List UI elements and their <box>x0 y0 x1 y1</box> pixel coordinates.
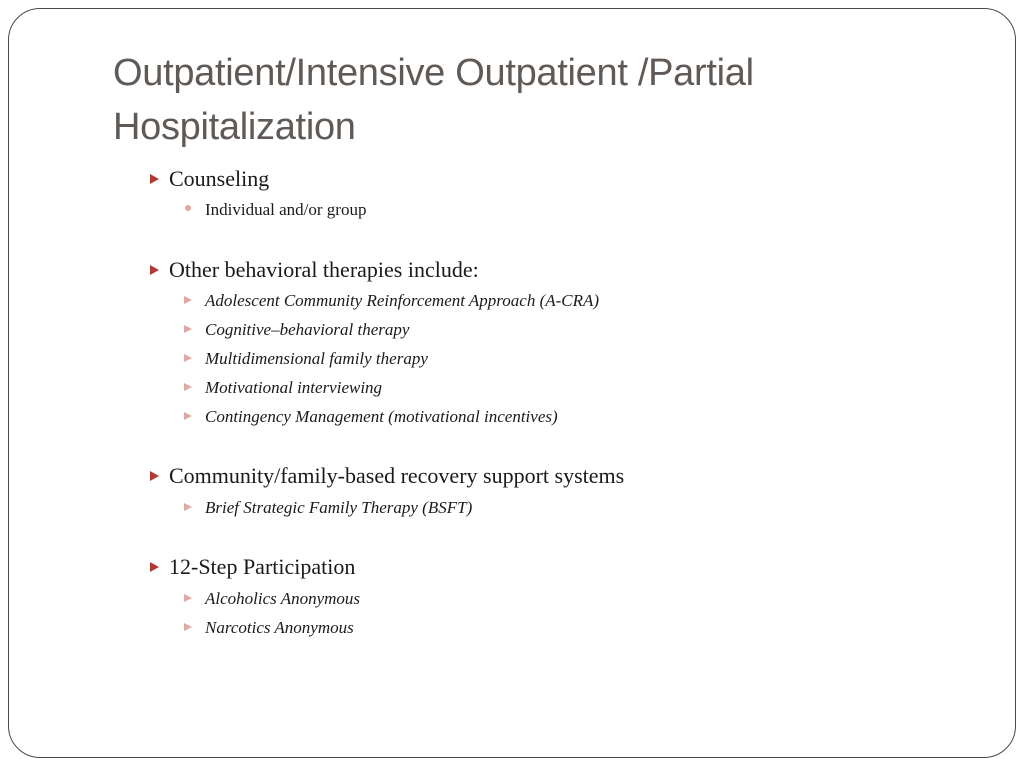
sub-bullet-acra <box>184 290 599 312</box>
arrow-bullet-icon <box>184 354 192 362</box>
sub-bullet-text: Cognitive–behavioral therapy <box>205 320 410 339</box>
arrow-bullet-icon <box>184 503 192 511</box>
sub-bullet-narcotics-anonymous <box>184 617 354 639</box>
bullet-text: 12-Step Participation <box>169 554 356 579</box>
arrow-bullet-icon <box>184 623 192 631</box>
sub-bullet-motivational-interviewing <box>184 377 382 399</box>
slide-title: Outpatient/Intensive Outpatient /Partial Hospitalization <box>113 52 754 148</box>
bullet-text: Other behavioral therapies include: <box>169 257 479 282</box>
sub-bullet-text: Brief Strategic Family Therapy (BSFT) <box>205 498 473 517</box>
sub-bullet-text: Multidimensional family therapy <box>205 349 428 368</box>
sub-bullet-cbt <box>184 319 409 341</box>
sub-bullet-multidimensional <box>184 348 428 370</box>
arrow-bullet-icon <box>184 594 192 602</box>
arrow-bullet-icon <box>184 412 192 420</box>
arrow-bullet-icon <box>184 325 192 333</box>
bullet-counseling <box>150 166 269 192</box>
bullet-text: Counseling <box>169 166 270 191</box>
sub-bullet-text: Motivational interviewing <box>205 378 383 397</box>
arrow-bullet-icon <box>150 471 159 481</box>
sub-bullet-alcoholics-anonymous <box>184 588 360 610</box>
sub-bullet-text: Individual and/or group <box>205 200 367 219</box>
sub-bullet-contingency <box>184 406 558 428</box>
arrow-bullet-icon <box>150 265 159 275</box>
arrow-bullet-icon <box>184 383 192 391</box>
bullet-community-family <box>150 463 624 489</box>
sub-bullet-individual-group <box>184 199 366 221</box>
bullet-text: Community/family-based recovery support systems <box>169 463 625 488</box>
bullet-12-step <box>150 554 355 580</box>
bullet-other-therapies <box>150 257 479 283</box>
sub-bullet-text: Adolescent Community Reinforcement Approach (A-CRA) <box>205 291 600 310</box>
dot-bullet-icon <box>185 205 191 211</box>
arrow-bullet-icon <box>150 562 159 572</box>
sub-bullet-text: Contingency Management (motivational incentives) <box>205 407 558 426</box>
sub-bullet-text: Alcoholics Anonymous <box>205 589 361 608</box>
arrow-bullet-icon <box>150 174 159 184</box>
arrow-bullet-icon <box>184 296 192 304</box>
sub-bullet-text: Narcotics Anonymous <box>205 618 354 637</box>
sub-bullet-bsft <box>184 497 472 519</box>
